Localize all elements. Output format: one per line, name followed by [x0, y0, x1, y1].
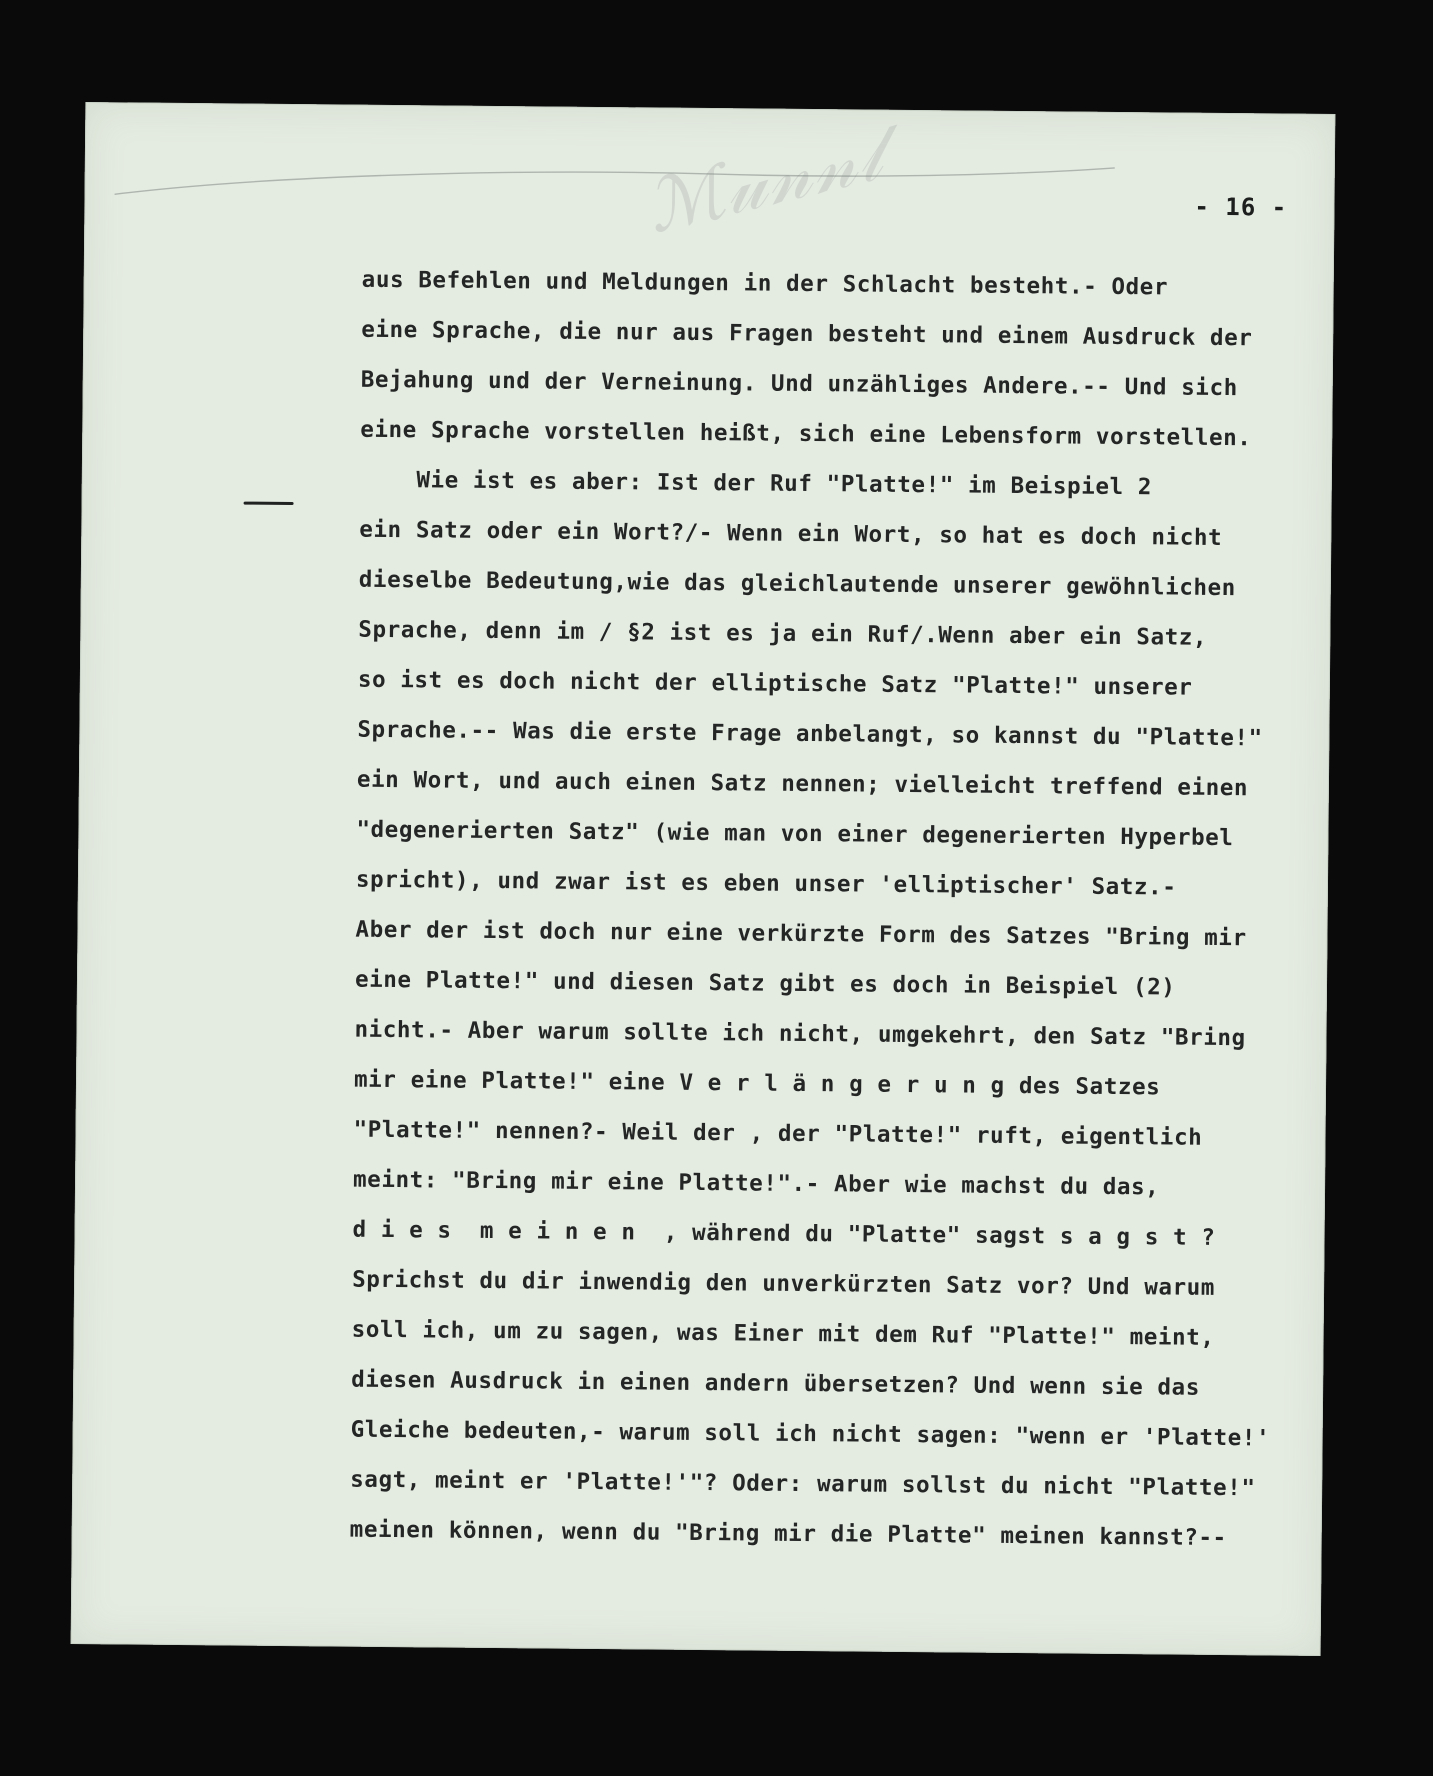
text-line: Gleiche bedeuten,- warum soll ich nicht sagen: "wenn er 'Platte!' [350, 1416, 1271, 1452]
text-line: dieselbe Bedeutung,wie das gleichlautende unserer gewöhnlichen [358, 566, 1237, 602]
text-line: "degenerierten Satz" (wie man von einer degenerierten Hyperbel [356, 816, 1234, 852]
text-line: diesen Ausdruck in einen andern übersetzen? Und wenn sie das [351, 1366, 1201, 1401]
text-line: so ist es doch nicht der elliptische Satz "Platte!" unserer [357, 666, 1193, 701]
text-line: eine Platte!" und diesen Satz gibt es doch in Beispiel (2) [354, 966, 1176, 1001]
body-text [349, 255, 1321, 1564]
text-line: eine Sprache vorstellen heißt, sich eine Lebensform vorstellen. [360, 416, 1252, 452]
text-line: spricht), und zwar ist es eben unser 'elliptischer' Satz.- [355, 866, 1177, 901]
text-line: meinen können, wenn du "Bring mir die Platte" meinen kannst?-- [349, 1516, 1227, 1552]
text-line: Sprache, denn im / §2 ist es ja ein Ruf/.Wenn aber ein Satz, [358, 616, 1208, 651]
text-line: Aber der ist doch nur eine verkürzte Form des Satzes "Bring mir [355, 916, 1247, 952]
text-line: eine Sprache, die nur aus Fragen besteht und einem Ausdruck der [361, 316, 1253, 352]
text-line: sagt, meint er 'Platte!'"? Oder: warum sollst du nicht "Platte!" [350, 1466, 1256, 1502]
typescript-page [71, 102, 1336, 1656]
text-line: meint: "Bring mir eine Platte!".- Aber wie machst du das, [352, 1166, 1160, 1201]
text-line: Sprache.-- Was die erste Frage anbelangt, so kannst du "Platte!" [357, 716, 1263, 752]
text-line: aus Befehlen und Meldungen in der Schlacht besteht.- Oder [361, 266, 1169, 301]
text-line: Bejahung und der Verneinung. Und unzähliges Andere.-- Und sich [360, 366, 1238, 402]
text-line: mir eine Platte!" eine V e r l ä n g e r u n g des Satzes [353, 1066, 1161, 1101]
text-line: Wie ist es aber: Ist der Ruf "Platte!" im Beispiel 2 [359, 466, 1153, 501]
text-line: d i e s m e i n e n , während du "Platte" sagst s a g s t ? [352, 1216, 1216, 1251]
text-line: "Platte!" nennen?- Weil der , der "Platte!" ruft, eigentlich [353, 1116, 1203, 1151]
margin-dash-mark [244, 502, 294, 505]
text-line: ein Satz oder ein Wort?/- Wenn ein Wort, so hat es doch nicht [359, 516, 1223, 551]
text-line: nicht.- Aber warum sollte ich nicht, umgekehrt, den Satz "Bring [354, 1016, 1246, 1052]
text-line: Sprichst du dir inwendig den unverkürzten Satz vor? Und warum [352, 1266, 1216, 1301]
faint-bleed-through-signature: ℳ𝓊𝓃𝓃𝓁 [637, 111, 892, 250]
text-line: soll ich, um zu sagen, was Einer mit dem Ruf "Platte!" meint, [351, 1316, 1215, 1351]
page-number: - 16 - [1194, 192, 1288, 222]
text-line: ein Wort, und auch einen Satz nennen; vielleicht treffend einen [356, 766, 1249, 802]
pencil-stroke-mark [114, 154, 1115, 224]
